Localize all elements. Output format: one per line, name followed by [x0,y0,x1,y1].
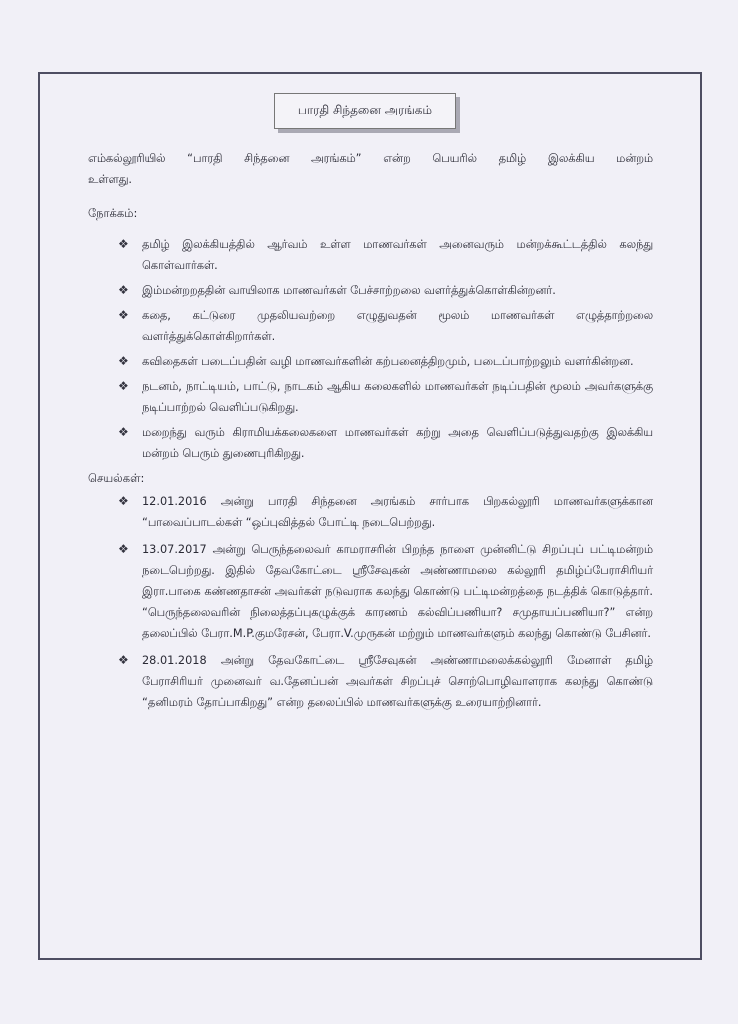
aim-text: தமிழ் இலக்கியத்தில் ஆர்வம் உள்ள மாணவர்கள் அனைவரும் மன்றக்கூட்டத்தில் கலந்து கொள்வார்கள். [142,238,653,272]
activity-text: 12.01.2016 அன்று பாரதி சிந்தனை அரங்கம் சார்பாக பிறகல்லூரி மாணவர்களுக்கான “பாவைப்பாடல்கள் “ஒப்புவித்தல் போட்டி நடைபெற்றது. [142,495,653,529]
diamond-bullet-icon: ❖ [118,542,129,556]
aims-list [88,234,653,464]
activity-item [116,539,653,644]
diamond-bullet-icon: ❖ [118,653,129,667]
diamond-bullet-icon: ❖ [118,494,129,508]
intro-paragraph: எம்கல்லூரியில் “பாரதி சிந்தனை அரங்கம்” என்ற பெயரில் தமிழ் இலக்கிய மன்றம் உள்ளது. [88,152,653,186]
activities-heading: செயல்கள்: [88,471,145,485]
activity-text: 13.07.2017 அன்று பெருந்தலைவர் காமராசரின் பிறந்த நாளை முன்னிட்டு சிறப்புப் பட்டிமன்றம் நடைபெற்றது. இதில் தேவகோட்டை ஸ்ரீசேவுகன் அண்ணாமலை கல்லூரி தமிழ்ப்பேராசிரியர் இரா.பாகை கண்ணதாசன் அவர்கள் நடுவராக கலந்து கொண்டு பட்டிமன்றத்தை நடத்திக் கொடுத்தார். “பெருந்தலைவரின் நிலைத்தப்புகழுக்குக் காரணம் கல்விப்பணியா? சமுதாயப்பணியா?” என்ற தலைப்பில் பேரா.M.P.குமரேசன், பேரா.V.முருகன் மற்றும் மாணவர்களும் கலந்து கொண்டு பேசினர். [142,543,653,640]
diamond-bullet-icon: ❖ [118,425,129,439]
activities-list [88,491,653,713]
activity-text: 28.01.2018 அன்று தேவகோட்டை ஸ்ரீசேவுகன் அண்ணாமலைக்கல்லூரி மேனாள் தமிழ் பேராசிரியர் முனைவர் வ.தேனப்பன் அவர்கள் சிறப்புச் சொற்பொழிவாளராக கலந்து கொண்டு “தனிமரம் தோப்பாகிறது” என்ற தலைப்பில் மாணவர்களுக்கு உரையாற்றினார். [142,654,653,709]
diamond-bullet-icon: ❖ [118,237,129,251]
aim-text: இம்மன்றறததின் வாயிலாக மாணவர்கள் பேச்சாற்றலை வளர்த்துக்கொள்கின்றனர். [142,284,556,297]
aim-item [116,305,653,347]
aim-item [116,280,653,301]
diamond-bullet-icon: ❖ [118,283,129,297]
aim-item [116,234,653,276]
aim-text: கவிதைகள் படைப்பதின் வழி மாணவர்களின் கற்பனைத்திறமும், படைப்பாற்றலும் வளர்கின்றன. [142,355,634,368]
diamond-bullet-icon: ❖ [118,354,129,368]
aim-text: கதை, கட்டுரை முதலியவற்றை எழுதுவதன் மூலம் மாணவர்கள் எழுத்தாற்றலை வளர்த்துக்கொள்கிறார்கள். [142,309,653,343]
aim-item [116,351,653,372]
page-title: பாரதி சிந்தனை அரங்கம் [297,103,433,117]
aim-item [116,376,653,418]
diamond-bullet-icon: ❖ [118,308,129,322]
aim-item [116,422,653,464]
aim-text: மறைந்து வரும் கிராமியக்கலைகளை மாணவர்கள் கற்று அதை வெளிப்படுத்துவதற்கு இலக்கிய மன்றம் பெரும் துணைபுரிகிறது. [142,426,653,460]
activity-item [116,491,653,533]
aims-heading: நோக்கம்: [88,206,138,220]
aim-text: நடனம், நாட்டியம், பாட்டு, நாடகம் ஆகிய கலைகளில் மாணவர்கள் நடிப்பதின் மூலம் அவர்களுக்கு நடிப்பாற்றல் வெளிப்படுகிறது. [142,380,653,414]
activity-item [116,650,653,713]
document-body [88,148,653,719]
diamond-bullet-icon: ❖ [118,379,129,393]
title-box [274,93,456,129]
